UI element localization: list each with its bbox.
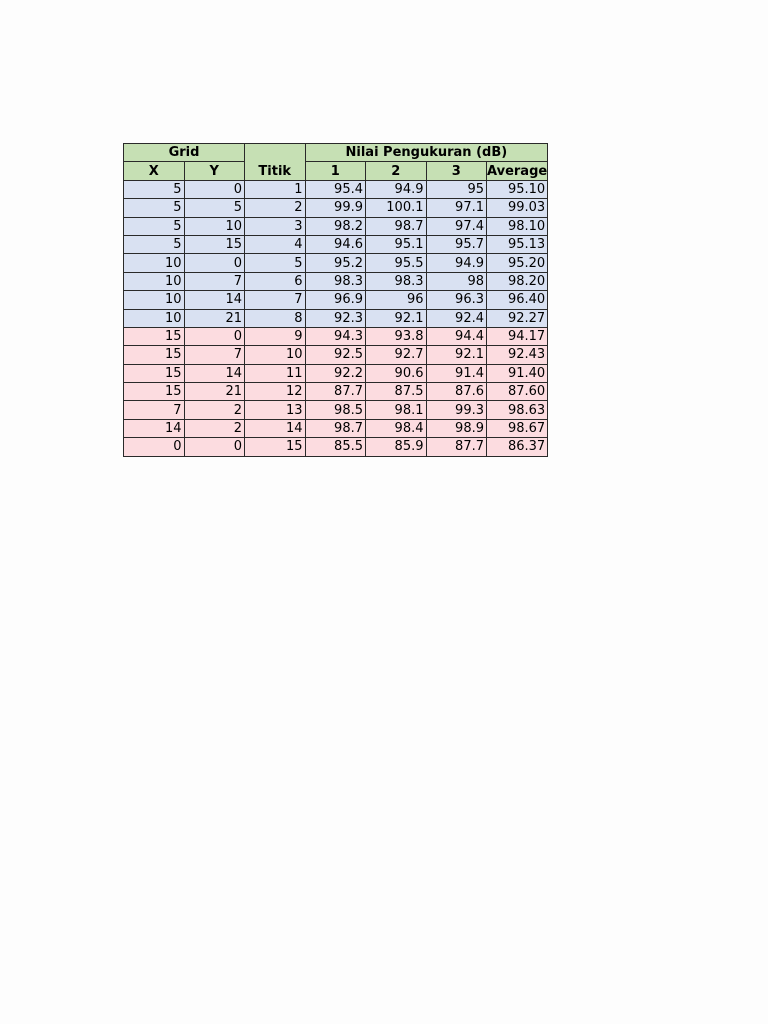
average-cell: 96.40 — [487, 291, 548, 309]
table-row — [124, 346, 548, 364]
titik-cell: 2 — [245, 199, 306, 217]
average-cell: 98.67 — [487, 419, 548, 437]
measurement-3-cell: 92.4 — [426, 309, 487, 327]
y-cell: 7 — [184, 346, 245, 364]
measurement-1-cell: 96.9 — [305, 291, 366, 309]
table-row — [124, 272, 548, 290]
y-cell: 21 — [184, 383, 245, 401]
x-cell: 0 — [124, 438, 185, 456]
measurement-3-cell: 94.9 — [426, 254, 487, 272]
average-cell: 95.20 — [487, 254, 548, 272]
table-row — [124, 401, 548, 419]
grid-header: Grid — [124, 144, 245, 162]
measurement-2-cell: 98.4 — [366, 419, 427, 437]
measurement-3-cell: 91.4 — [426, 364, 487, 382]
titik-cell: 13 — [245, 401, 306, 419]
average-cell: 92.27 — [487, 309, 548, 327]
titik-cell: 14 — [245, 419, 306, 437]
measurement-3-cell: 98.9 — [426, 419, 487, 437]
measurement-1-cell: 99.9 — [305, 199, 366, 217]
table-row — [124, 309, 548, 327]
measurement-1-cell: 95.4 — [305, 180, 366, 198]
x-cell: 15 — [124, 327, 185, 345]
average-cell: 94.17 — [487, 327, 548, 345]
y-cell: 0 — [184, 327, 245, 345]
x-cell: 15 — [124, 364, 185, 382]
x-cell: 15 — [124, 383, 185, 401]
measurement-2-cell: 92.1 — [366, 309, 427, 327]
measurement-3-cell: 95 — [426, 180, 487, 198]
y-cell: 14 — [184, 364, 245, 382]
measurement-1-cell: 92.2 — [305, 364, 366, 382]
y-cell: 2 — [184, 401, 245, 419]
titik-cell: 6 — [245, 272, 306, 290]
measurement-3-cell: 95.7 — [426, 235, 487, 253]
average-cell: 99.03 — [487, 199, 548, 217]
measurement-2-header: 2 — [366, 162, 427, 180]
titik-cell: 4 — [245, 235, 306, 253]
header-row-2 — [124, 162, 548, 180]
measurement-2-cell: 98.1 — [366, 401, 427, 419]
measurement-1-cell: 92.3 — [305, 309, 366, 327]
table-row — [124, 217, 548, 235]
table-row — [124, 291, 548, 309]
average-cell: 98.63 — [487, 401, 548, 419]
average-cell: 91.40 — [487, 364, 548, 382]
x-cell: 10 — [124, 254, 185, 272]
measurement-3-cell: 92.1 — [426, 346, 487, 364]
y-cell: 0 — [184, 438, 245, 456]
titik-cell: 5 — [245, 254, 306, 272]
measurement-3-cell: 99.3 — [426, 401, 487, 419]
titik-cell: 12 — [245, 383, 306, 401]
measurement-3-cell: 87.6 — [426, 383, 487, 401]
measurement-1-cell: 87.7 — [305, 383, 366, 401]
measurement-3-cell: 87.7 — [426, 438, 487, 456]
y-cell: 2 — [184, 419, 245, 437]
measurement-3-cell: 98 — [426, 272, 487, 290]
measurement-2-cell: 100.1 — [366, 199, 427, 217]
measurement-1-cell: 98.3 — [305, 272, 366, 290]
table-row — [124, 254, 548, 272]
measurement-1-header: 1 — [305, 162, 366, 180]
table-row — [124, 419, 548, 437]
average-cell: 95.13 — [487, 235, 548, 253]
y-cell: 5 — [184, 199, 245, 217]
average-cell: 92.43 — [487, 346, 548, 364]
average-cell: 86.37 — [487, 438, 548, 456]
header-row-1 — [124, 144, 548, 162]
titik-cell: 10 — [245, 346, 306, 364]
nilai-header: Nilai Pengukuran (dB) — [305, 144, 548, 162]
measurement-1-cell: 95.2 — [305, 254, 366, 272]
measurement-2-cell: 96 — [366, 291, 427, 309]
measurement-2-cell: 90.6 — [366, 364, 427, 382]
y-header: Y — [184, 162, 245, 180]
titik-cell: 11 — [245, 364, 306, 382]
x-cell: 5 — [124, 235, 185, 253]
y-cell: 10 — [184, 217, 245, 235]
y-cell: 21 — [184, 309, 245, 327]
measurement-2-cell: 98.3 — [366, 272, 427, 290]
y-cell: 14 — [184, 291, 245, 309]
y-cell: 0 — [184, 180, 245, 198]
titik-cell: 9 — [245, 327, 306, 345]
titik-cell: 8 — [245, 309, 306, 327]
average-header: Average — [487, 163, 548, 179]
x-cell: 5 — [124, 217, 185, 235]
measurement-table — [123, 143, 548, 457]
x-cell: 10 — [124, 291, 185, 309]
x-header: X — [124, 162, 185, 180]
table-row — [124, 180, 548, 198]
table-row — [124, 383, 548, 401]
measurement-3-cell: 97.1 — [426, 199, 487, 217]
measurement-2-cell: 87.5 — [366, 383, 427, 401]
measurement-2-cell: 95.5 — [366, 254, 427, 272]
average-cell: 98.10 — [487, 217, 548, 235]
measurement-3-cell: 96.3 — [426, 291, 487, 309]
measurement-3-cell: 94.4 — [426, 327, 487, 345]
measurement-2-cell: 94.9 — [366, 180, 427, 198]
table-body — [124, 180, 548, 456]
table-row — [124, 438, 548, 456]
average-cell: 87.60 — [487, 383, 548, 401]
titik-cell: 15 — [245, 438, 306, 456]
y-cell: 15 — [184, 235, 245, 253]
x-cell: 14 — [124, 419, 185, 437]
titik-cell: 1 — [245, 180, 306, 198]
table-row — [124, 235, 548, 253]
table-row — [124, 199, 548, 217]
x-cell: 15 — [124, 346, 185, 364]
titik-cell: 3 — [245, 217, 306, 235]
x-cell: 5 — [124, 199, 185, 217]
y-cell: 0 — [184, 254, 245, 272]
measurement-1-cell: 98.7 — [305, 419, 366, 437]
x-cell: 5 — [124, 180, 185, 198]
measurement-2-cell: 95.1 — [366, 235, 427, 253]
measurement-3-cell: 97.4 — [426, 217, 487, 235]
average-cell: 95.10 — [487, 180, 548, 198]
x-cell: 10 — [124, 272, 185, 290]
table-row — [124, 364, 548, 382]
table-row — [124, 327, 548, 345]
y-cell: 7 — [184, 272, 245, 290]
average-cell: 98.20 — [487, 272, 548, 290]
measurement-2-cell: 93.8 — [366, 327, 427, 345]
measurement-3-header: 3 — [426, 162, 487, 180]
measurement-2-cell: 85.9 — [366, 438, 427, 456]
x-cell: 10 — [124, 309, 185, 327]
measurement-1-cell: 94.3 — [305, 327, 366, 345]
measurement-1-cell: 98.5 — [305, 401, 366, 419]
measurement-1-cell: 98.2 — [305, 217, 366, 235]
measurement-2-cell: 92.7 — [366, 346, 427, 364]
measurement-1-cell: 92.5 — [305, 346, 366, 364]
x-cell: 7 — [124, 401, 185, 419]
titik-header: Titik — [245, 144, 306, 181]
titik-cell: 7 — [245, 291, 306, 309]
measurement-1-cell: 94.6 — [305, 235, 366, 253]
measurement-2-cell: 98.7 — [366, 217, 427, 235]
measurement-1-cell: 85.5 — [305, 438, 366, 456]
